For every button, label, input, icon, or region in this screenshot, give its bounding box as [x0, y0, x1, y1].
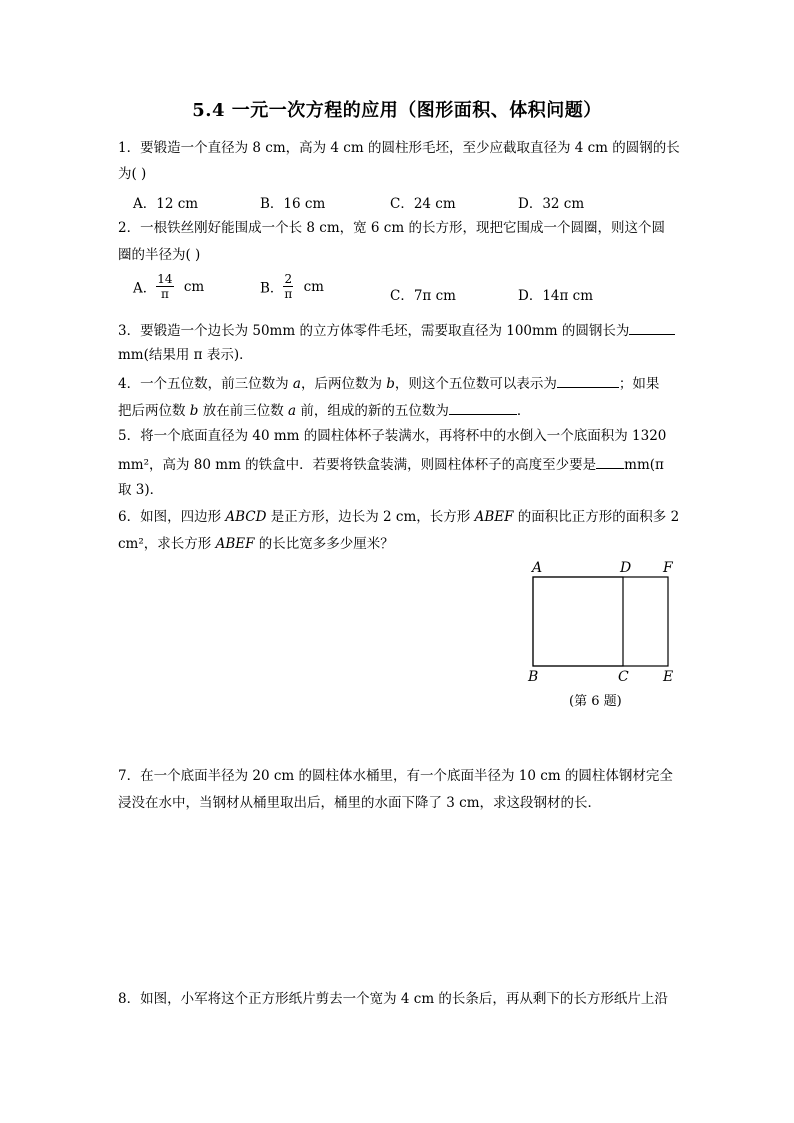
q2-option-a[interactable]	[133, 272, 204, 312]
q4-line1	[118, 373, 678, 393]
q2-option-b-prefix: B．	[260, 280, 284, 297]
q4-line2	[118, 400, 678, 420]
q8-line1: 8．如图，小军将这个正方形纸片剪去一个宽为 4 cm 的长条后，再从剩下的长方形纸片上沿	[118, 991, 668, 1007]
rectangle-abef	[533, 577, 668, 666]
q4-text-e: 把后两位数	[118, 403, 190, 419]
q1-option-d[interactable]: D．32 cm	[518, 196, 585, 212]
q6-caption: (第 6 题)	[569, 694, 622, 709]
q1-option-c[interactable]: C．24 cm	[390, 196, 456, 212]
q4-var-b: b	[386, 376, 395, 392]
label-e: E	[663, 669, 674, 685]
q1-line2: 为( )	[118, 166, 147, 182]
q4-var-b-2: b	[189, 403, 199, 419]
q4-text-h: ．	[516, 403, 531, 419]
q2-options	[133, 272, 693, 312]
q2-option-a-prefix: A．	[133, 280, 157, 297]
q3-text: 3．要锻造一个边长为 50mm 的立方体零件毛坯，需要取直径为 100mm 的圆钢长为	[118, 323, 630, 339]
q4-text-a: 4．一个五位数，前三位数为	[118, 376, 293, 392]
q7-line1: 7．在一个底面半径为 20 cm 的圆柱体水桶里，有一个底面半径为 10 cm 的圆柱体钢材完全	[118, 768, 673, 784]
q6-text-e: 的长比宽多多少厘米？	[254, 536, 394, 552]
q4-var-a: a	[292, 376, 301, 392]
q3-line1	[118, 320, 678, 340]
q6-text-b: 是正方形，边长为 2 cm，长方形	[266, 509, 475, 525]
label-c: C	[618, 669, 629, 685]
q2-option-a-num: 14	[157, 272, 173, 286]
q5-blank[interactable]	[596, 454, 624, 469]
q6-text-c: 的面积比正方形的面积多 2	[513, 509, 680, 525]
q2-option-b-fraction	[283, 272, 293, 301]
q4-var-a-2: a	[288, 403, 297, 419]
label-d: D	[620, 560, 632, 576]
q2-option-b[interactable]	[260, 272, 324, 312]
q2-option-c[interactable]: C．7π cm	[390, 288, 456, 304]
label-a: A	[532, 560, 543, 576]
q5-text-a: mm²，高为 80 mm 的铁盒中．若要将铁盒装满，则圆柱体杯子的高度至少要是	[118, 457, 597, 473]
q4-text-g: 前，组成的新的五位数为	[296, 403, 449, 419]
q6-text-a: 6．如图，四边形	[118, 509, 226, 525]
q4-blank-2[interactable]	[449, 400, 517, 415]
q5-text-b: mm(π	[624, 457, 664, 473]
q6-line2	[118, 535, 678, 553]
label-b: B	[528, 669, 539, 685]
q6-abef: ABEF	[474, 509, 514, 525]
q2-option-b-unit: cm	[303, 278, 324, 295]
q2-option-a-unit: cm	[183, 278, 205, 295]
q1-options	[133, 192, 693, 212]
q3-blank[interactable]	[629, 320, 675, 335]
q4-text-d: ；如果	[618, 376, 660, 392]
q4-text-f: 放在前三位数	[198, 403, 289, 419]
q4-blank-1[interactable]	[557, 373, 619, 388]
q4-text-b: ，后两位数为	[300, 376, 387, 392]
q6-abef-2: ABEF	[215, 536, 255, 552]
q5-line2	[118, 454, 678, 474]
label-f: F	[663, 560, 673, 576]
q6-text-d: cm²，求长方形	[118, 536, 216, 552]
q5-line3: 取 3)．	[118, 482, 164, 498]
q2-option-b-den: π	[284, 287, 293, 301]
q4-text-c: ，则这个五位数可以表示为	[394, 376, 557, 392]
q2-option-b-num: 2	[284, 272, 293, 286]
q2-line2: 圈的半径为( )	[118, 247, 201, 263]
q5-line1: 5．将一个底面直径为 40 mm 的圆柱体杯子装满水，再将杯中的水倒入一个底面积为 1320	[118, 428, 667, 444]
q2-line1: 2．一根铁丝刚好能围成一个长 8 cm，宽 6 cm 的长方形，现把它围成一个圆圈，则这个圆	[118, 220, 665, 236]
q2-option-a-den: π	[156, 286, 173, 301]
page-title: 5.4 一元一次方程的应用（图形面积、体积问题）	[192, 100, 602, 121]
q1-option-b[interactable]: B．16 cm	[260, 196, 326, 212]
q2-option-a-fraction	[156, 272, 173, 301]
q7-line2: 浸没在水中，当钢材从桶里取出后，桶里的水面下降了 3 cm，求这段钢材的长．	[118, 795, 602, 811]
q2-option-d[interactable]: D．14π cm	[518, 288, 594, 304]
q6-figure	[522, 558, 684, 718]
q1-option-a[interactable]: A．12 cm	[133, 196, 199, 212]
q1-line1: 1．要锻造一个直径为 8 cm，高为 4 cm 的圆柱形毛坯，至少应截取直径为 4 cm 的圆钢的长	[118, 140, 680, 156]
q6-abcd: ABCD	[225, 509, 267, 525]
square-abcd	[533, 577, 623, 666]
q6-line1	[118, 508, 678, 526]
q3-line2: mm(结果用 π 表示)．	[118, 347, 253, 363]
